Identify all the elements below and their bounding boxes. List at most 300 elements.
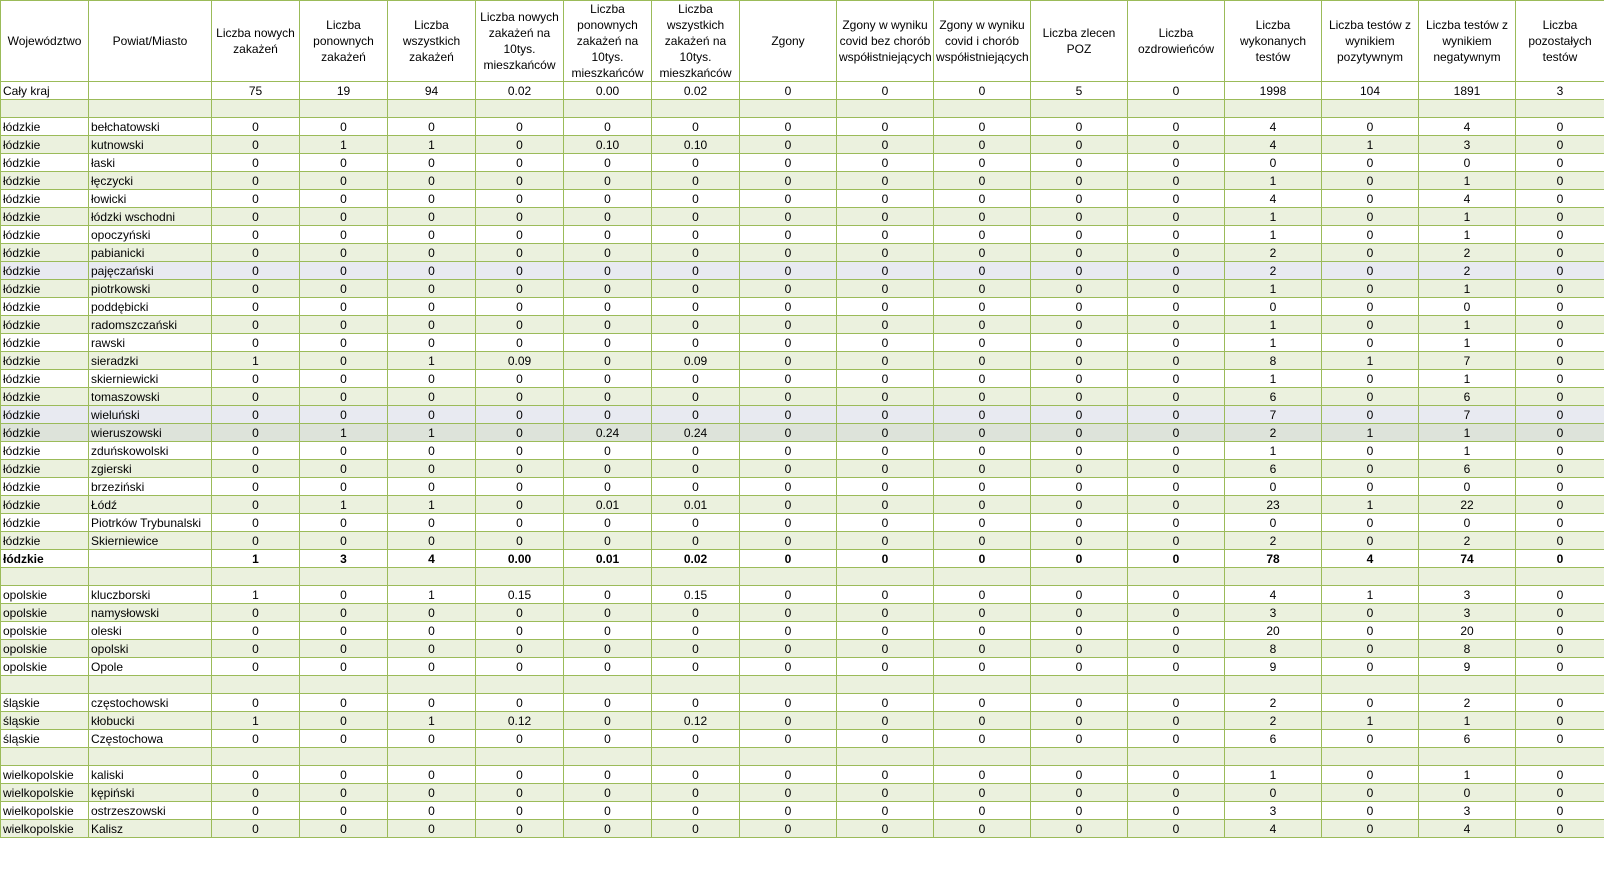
value-cell: 3 <box>1419 604 1516 622</box>
value-cell: 2 <box>1225 424 1322 442</box>
value-cell: 0 <box>837 478 934 496</box>
value-cell: 0 <box>476 316 564 334</box>
voivodeship-cell: wielkopolskie <box>1 802 89 820</box>
value-cell: 0 <box>300 316 388 334</box>
value-cell: 0 <box>1031 658 1128 676</box>
column-header: Liczba ponownych zakażeń na 10tys. mieszkańców <box>564 1 652 82</box>
value-cell: 0 <box>1128 712 1225 730</box>
value-cell: 1 <box>1225 442 1322 460</box>
value-cell: 0 <box>300 190 388 208</box>
county-cell: łaski <box>89 154 212 172</box>
value-cell: 0 <box>1031 316 1128 334</box>
value-cell: 0 <box>652 334 740 352</box>
value-cell <box>934 748 1031 766</box>
value-cell: 0.24 <box>564 424 652 442</box>
value-cell: 0 <box>934 712 1031 730</box>
county-cell: zgierski <box>89 460 212 478</box>
county-cell: skierniewicki <box>89 370 212 388</box>
value-cell: 0 <box>212 730 300 748</box>
value-cell: 0 <box>564 766 652 784</box>
value-cell: 2 <box>1225 694 1322 712</box>
value-cell: 0 <box>1031 532 1128 550</box>
value-cell: 0 <box>212 316 300 334</box>
voivodeship-cell <box>1 676 89 694</box>
value-cell: 0 <box>1031 784 1128 802</box>
value-cell: 0 <box>212 190 300 208</box>
value-cell: 0 <box>212 658 300 676</box>
value-cell: 0 <box>1322 820 1419 838</box>
value-cell <box>837 568 934 586</box>
value-cell: 0 <box>476 640 564 658</box>
value-cell: 1 <box>1225 766 1322 784</box>
value-cell: 0 <box>740 496 837 514</box>
value-cell: 0 <box>212 226 300 244</box>
voivodeship-cell: łódzkie <box>1 496 89 514</box>
value-cell: 0 <box>212 388 300 406</box>
table-row <box>1 424 1604 442</box>
value-cell: 0 <box>1031 730 1128 748</box>
value-cell: 0 <box>1031 208 1128 226</box>
county-cell: brzeziński <box>89 478 212 496</box>
value-cell: 0 <box>934 658 1031 676</box>
value-cell: 0 <box>652 442 740 460</box>
column-header: Zgony <box>740 1 837 82</box>
value-cell: 0 <box>212 298 300 316</box>
value-cell: 0 <box>212 208 300 226</box>
value-cell: 0 <box>652 118 740 136</box>
value-cell: 0 <box>934 388 1031 406</box>
value-cell: 0 <box>1516 766 1604 784</box>
value-cell: 1 <box>1225 226 1322 244</box>
value-cell: 0 <box>212 694 300 712</box>
value-cell: 2 <box>1419 262 1516 280</box>
value-cell <box>300 748 388 766</box>
county-cell: Opole <box>89 658 212 676</box>
value-cell: 0 <box>652 622 740 640</box>
value-cell: 1 <box>388 586 476 604</box>
voivodeship-cell: łódzkie <box>1 388 89 406</box>
value-cell <box>564 676 652 694</box>
value-cell <box>1419 100 1516 118</box>
value-cell: 0 <box>1031 496 1128 514</box>
value-cell: 0 <box>1322 658 1419 676</box>
county-cell: zduńskowolski <box>89 442 212 460</box>
value-cell: 0 <box>837 136 934 154</box>
value-cell: 0 <box>300 478 388 496</box>
value-cell: 0 <box>934 802 1031 820</box>
voivodeship-cell: opolskie <box>1 622 89 640</box>
value-cell: 0 <box>934 244 1031 262</box>
voivodeship-cell: łódzkie <box>1 280 89 298</box>
value-cell: 0 <box>1516 478 1604 496</box>
value-cell: 0 <box>476 406 564 424</box>
county-cell: łowicki <box>89 190 212 208</box>
value-cell: 0 <box>476 802 564 820</box>
county-cell: pajęczański <box>89 262 212 280</box>
value-cell: 0 <box>300 532 388 550</box>
value-cell <box>388 100 476 118</box>
table-row <box>1 298 1604 316</box>
value-cell: 1 <box>300 496 388 514</box>
value-cell: 2 <box>1225 262 1322 280</box>
value-cell: 0 <box>212 154 300 172</box>
value-cell: 0 <box>740 712 837 730</box>
value-cell: 0 <box>388 370 476 388</box>
value-cell: 0 <box>740 352 837 370</box>
value-cell: 0 <box>300 640 388 658</box>
value-cell <box>1516 676 1604 694</box>
value-cell: 8 <box>1225 640 1322 658</box>
column-header: Liczba ozdrowieńców <box>1128 1 1225 82</box>
county-cell: kępiński <box>89 784 212 802</box>
table-row <box>1 244 1604 262</box>
value-cell: 0 <box>934 280 1031 298</box>
voivodeship-cell: łódzkie <box>1 316 89 334</box>
value-cell: 19 <box>300 82 388 100</box>
value-cell: 0 <box>740 622 837 640</box>
value-cell: 0 <box>300 730 388 748</box>
value-cell: 0 <box>837 802 934 820</box>
value-cell: 0 <box>1322 280 1419 298</box>
value-cell: 0 <box>1128 532 1225 550</box>
value-cell: 7 <box>1419 352 1516 370</box>
value-cell <box>652 676 740 694</box>
column-header: Liczba wszystkich zakażeń <box>388 1 476 82</box>
value-cell: 0 <box>740 460 837 478</box>
column-header: Liczba ponownych zakażeń <box>300 1 388 82</box>
value-cell: 0 <box>1225 478 1322 496</box>
value-cell: 0 <box>1031 172 1128 190</box>
value-cell: 0 <box>1128 730 1225 748</box>
value-cell: 1 <box>1419 334 1516 352</box>
value-cell: 2 <box>1419 244 1516 262</box>
value-cell: 0 <box>652 694 740 712</box>
value-cell: 0 <box>740 424 837 442</box>
column-header: Liczba nowych zakażeń <box>212 1 300 82</box>
value-cell: 0 <box>934 118 1031 136</box>
voivodeship-cell: łódzkie <box>1 370 89 388</box>
value-cell: 0 <box>1031 370 1128 388</box>
value-cell: 0 <box>837 370 934 388</box>
value-cell: 0 <box>564 280 652 298</box>
value-cell: 0 <box>476 172 564 190</box>
value-cell: 0 <box>476 478 564 496</box>
value-cell: 0 <box>1128 388 1225 406</box>
value-cell <box>837 100 934 118</box>
value-cell: 0 <box>1128 586 1225 604</box>
value-cell: 0 <box>388 604 476 622</box>
county-cell <box>89 82 212 100</box>
value-cell: 0 <box>740 190 837 208</box>
value-cell: 0 <box>1322 262 1419 280</box>
table-row <box>1 730 1604 748</box>
value-cell: 20 <box>1419 622 1516 640</box>
value-cell: 0 <box>740 586 837 604</box>
value-cell: 0 <box>740 388 837 406</box>
value-cell: 0 <box>1516 514 1604 532</box>
value-cell: 0 <box>1031 442 1128 460</box>
value-cell: 9 <box>1419 658 1516 676</box>
value-cell: 0 <box>1225 154 1322 172</box>
value-cell: 0 <box>1031 154 1128 172</box>
value-cell: 0 <box>652 226 740 244</box>
value-cell: 0 <box>1516 640 1604 658</box>
value-cell: 0 <box>564 532 652 550</box>
column-header: Zgony w wyniku covid i chorób współistniejących <box>934 1 1031 82</box>
value-cell: 0 <box>934 316 1031 334</box>
value-cell: 0 <box>476 190 564 208</box>
value-cell: 1 <box>388 712 476 730</box>
value-cell <box>1031 748 1128 766</box>
value-cell: 0 <box>934 604 1031 622</box>
value-cell: 0 <box>300 172 388 190</box>
value-cell: 0 <box>837 280 934 298</box>
value-cell: 0 <box>388 802 476 820</box>
value-cell: 0 <box>1322 298 1419 316</box>
value-cell: 0 <box>212 370 300 388</box>
value-cell <box>740 676 837 694</box>
value-cell: 0.02 <box>652 82 740 100</box>
value-cell: 0 <box>740 532 837 550</box>
value-cell: 0 <box>212 172 300 190</box>
table-row <box>1 136 1604 154</box>
value-cell <box>1128 676 1225 694</box>
value-cell: 0 <box>1322 478 1419 496</box>
value-cell: 0 <box>652 388 740 406</box>
table-row <box>1 532 1604 550</box>
value-cell: 3 <box>1225 802 1322 820</box>
value-cell: 0 <box>652 370 740 388</box>
value-cell: 3 <box>300 550 388 568</box>
value-cell: 0 <box>388 226 476 244</box>
value-cell: 0 <box>837 640 934 658</box>
value-cell <box>837 676 934 694</box>
value-cell: 0 <box>652 244 740 262</box>
value-cell: 0 <box>1128 658 1225 676</box>
value-cell: 0 <box>934 406 1031 424</box>
value-cell: 0 <box>564 514 652 532</box>
value-cell: 0 <box>388 694 476 712</box>
value-cell: 0 <box>212 766 300 784</box>
value-cell: 0 <box>212 802 300 820</box>
value-cell: 0 <box>740 370 837 388</box>
value-cell: 0.02 <box>652 550 740 568</box>
value-cell: 0.01 <box>564 550 652 568</box>
value-cell: 0 <box>740 262 837 280</box>
value-cell: 1 <box>1419 226 1516 244</box>
value-cell: 0 <box>652 406 740 424</box>
value-cell: 0 <box>564 226 652 244</box>
value-cell: 0 <box>1128 244 1225 262</box>
value-cell: 2 <box>1419 532 1516 550</box>
table-row <box>1 712 1604 730</box>
value-cell: 0 <box>740 244 837 262</box>
value-cell: 1 <box>212 550 300 568</box>
column-header: Liczba testów z wynikiem negatywnym <box>1419 1 1516 82</box>
value-cell: 0 <box>388 208 476 226</box>
value-cell: 0 <box>1516 784 1604 802</box>
value-cell: 0 <box>1419 478 1516 496</box>
voivodeship-cell: śląskie <box>1 712 89 730</box>
value-cell: 0 <box>1225 298 1322 316</box>
value-cell: 0 <box>1516 352 1604 370</box>
value-cell: 0 <box>934 208 1031 226</box>
value-cell: 0 <box>300 712 388 730</box>
column-header: Liczba nowych zakażeń na 10tys. mieszkańców <box>476 1 564 82</box>
value-cell: 0 <box>1322 766 1419 784</box>
table-row <box>1 352 1604 370</box>
voivodeship-cell: opolskie <box>1 586 89 604</box>
value-cell: 1 <box>388 496 476 514</box>
value-cell: 0 <box>934 586 1031 604</box>
voivodeship-cell: łódzkie <box>1 460 89 478</box>
value-cell: 0 <box>837 118 934 136</box>
value-cell: 0 <box>1516 802 1604 820</box>
value-cell: 0 <box>388 784 476 802</box>
value-cell: 0 <box>1322 208 1419 226</box>
voivodeship-cell: łódzkie <box>1 118 89 136</box>
value-cell: 0 <box>388 640 476 658</box>
value-cell: 0 <box>1516 334 1604 352</box>
value-cell: 0 <box>300 514 388 532</box>
value-cell: 1 <box>1419 424 1516 442</box>
value-cell <box>1322 568 1419 586</box>
value-cell: 0 <box>934 334 1031 352</box>
value-cell: 3 <box>1419 586 1516 604</box>
value-cell: 0 <box>1128 424 1225 442</box>
value-cell: 0 <box>1128 442 1225 460</box>
table-row <box>1 640 1604 658</box>
value-cell: 0 <box>564 262 652 280</box>
voivodeship-cell <box>1 748 89 766</box>
value-cell: 1 <box>1419 316 1516 334</box>
value-cell: 8 <box>1419 640 1516 658</box>
value-cell: 0 <box>837 82 934 100</box>
value-cell: 0 <box>1322 730 1419 748</box>
value-cell <box>212 676 300 694</box>
county-cell: pabianicki <box>89 244 212 262</box>
value-cell: 0 <box>300 802 388 820</box>
value-cell: 0 <box>388 280 476 298</box>
value-cell: 0 <box>300 622 388 640</box>
value-cell: 0 <box>740 154 837 172</box>
value-cell: 0 <box>300 118 388 136</box>
value-cell: 0 <box>212 514 300 532</box>
value-cell: 0 <box>1516 424 1604 442</box>
value-cell: 0.00 <box>564 82 652 100</box>
value-cell <box>1516 100 1604 118</box>
county-cell: opoczyński <box>89 226 212 244</box>
value-cell: 1 <box>1225 280 1322 298</box>
value-cell: 0.10 <box>564 136 652 154</box>
value-cell: 0 <box>934 730 1031 748</box>
value-cell: 0 <box>1516 136 1604 154</box>
value-cell: 1998 <box>1225 82 1322 100</box>
value-cell: 0 <box>837 622 934 640</box>
value-cell: 0 <box>476 730 564 748</box>
value-cell: 0 <box>1516 658 1604 676</box>
value-cell: 0 <box>652 172 740 190</box>
value-cell: 0 <box>1516 532 1604 550</box>
value-cell: 0.09 <box>652 352 740 370</box>
value-cell: 0 <box>652 820 740 838</box>
value-cell: 0 <box>212 532 300 550</box>
table-row <box>1 388 1604 406</box>
summary-row <box>1 550 1604 568</box>
value-cell: 0 <box>934 820 1031 838</box>
table-row <box>1 622 1604 640</box>
value-cell: 1 <box>1322 586 1419 604</box>
value-cell: 0 <box>740 172 837 190</box>
value-cell: 0.15 <box>652 586 740 604</box>
value-cell: 0 <box>212 262 300 280</box>
voivodeship-cell: opolskie <box>1 604 89 622</box>
value-cell: 0 <box>1031 136 1128 154</box>
value-cell: 0 <box>1031 424 1128 442</box>
county-cell: namysłowski <box>89 604 212 622</box>
value-cell: 1 <box>1419 280 1516 298</box>
value-cell: 5 <box>1031 82 1128 100</box>
value-cell: 0 <box>1322 370 1419 388</box>
value-cell: 0 <box>300 766 388 784</box>
value-cell: 0 <box>740 658 837 676</box>
county-cell: kluczborski <box>89 586 212 604</box>
value-cell: 0 <box>1031 226 1128 244</box>
value-cell: 0 <box>1128 154 1225 172</box>
value-cell: 0 <box>837 316 934 334</box>
value-cell: 0 <box>740 640 837 658</box>
table-row <box>1 586 1604 604</box>
separator-row <box>1 748 1604 766</box>
table-row <box>1 766 1604 784</box>
value-cell: 0 <box>564 784 652 802</box>
column-header: Liczba wszystkich zakażeń na 10tys. mieszkańców <box>652 1 740 82</box>
county-cell: częstochowski <box>89 694 212 712</box>
value-cell: 6 <box>1225 730 1322 748</box>
value-cell: 0 <box>1516 172 1604 190</box>
table-row <box>1 496 1604 514</box>
value-cell: 4 <box>388 550 476 568</box>
value-cell <box>1419 568 1516 586</box>
value-cell <box>740 568 837 586</box>
value-cell <box>1322 100 1419 118</box>
value-cell: 0 <box>476 694 564 712</box>
value-cell: 0 <box>934 442 1031 460</box>
value-cell: 0 <box>740 478 837 496</box>
value-cell: 0 <box>564 334 652 352</box>
value-cell <box>212 568 300 586</box>
voivodeship-cell: łódzkie <box>1 244 89 262</box>
value-cell: 0.02 <box>476 82 564 100</box>
value-cell: 0 <box>1128 172 1225 190</box>
value-cell: 0 <box>740 514 837 532</box>
value-cell: 0 <box>1031 280 1128 298</box>
value-cell: 0 <box>837 496 934 514</box>
value-cell: 0.12 <box>652 712 740 730</box>
county-cell: Częstochowa <box>89 730 212 748</box>
value-cell: 0 <box>476 370 564 388</box>
value-cell: 0 <box>212 442 300 460</box>
value-cell: 6 <box>1419 730 1516 748</box>
value-cell: 0 <box>1322 226 1419 244</box>
value-cell: 0 <box>1225 514 1322 532</box>
value-cell: 0 <box>564 370 652 388</box>
value-cell: 0 <box>476 226 564 244</box>
value-cell: 0 <box>212 496 300 514</box>
value-cell: 0 <box>934 262 1031 280</box>
value-cell: 0 <box>476 244 564 262</box>
value-cell: 4 <box>1419 118 1516 136</box>
